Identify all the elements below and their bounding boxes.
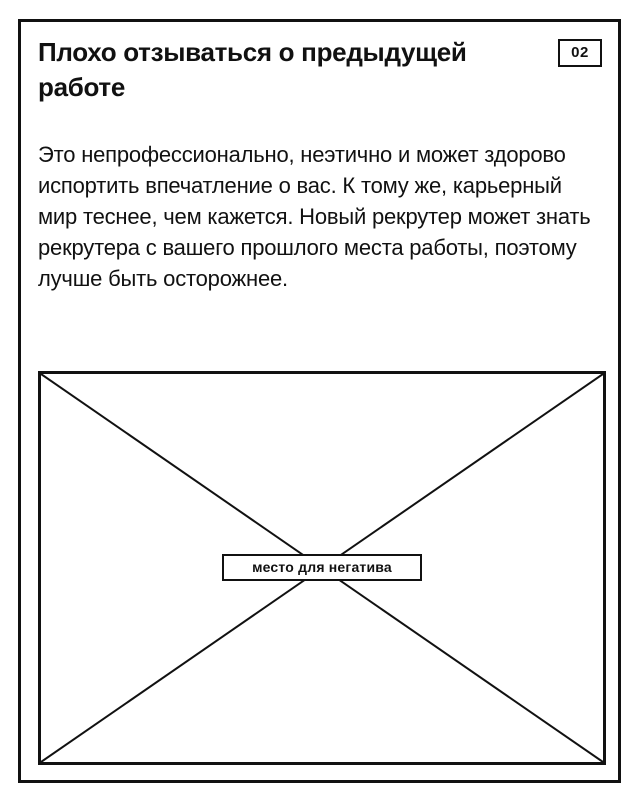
card-body-text: Это непрофессионально, неэтично и может здорово испортить впечатление о вас. К тому же, карьерный мир теснее, чем кажется. Новый рекрутер может знать рекрутера с вашего прошлого места работы, поэтому лучше быть осторожнее. bbox=[38, 142, 591, 291]
card-number-badge: 02 bbox=[558, 39, 602, 67]
image-placeholder bbox=[38, 371, 606, 765]
card-title: Плохо отзываться о предыдущей работе bbox=[38, 37, 467, 102]
placeholder-label: место для негатива bbox=[222, 554, 422, 581]
tip-card bbox=[18, 19, 621, 783]
